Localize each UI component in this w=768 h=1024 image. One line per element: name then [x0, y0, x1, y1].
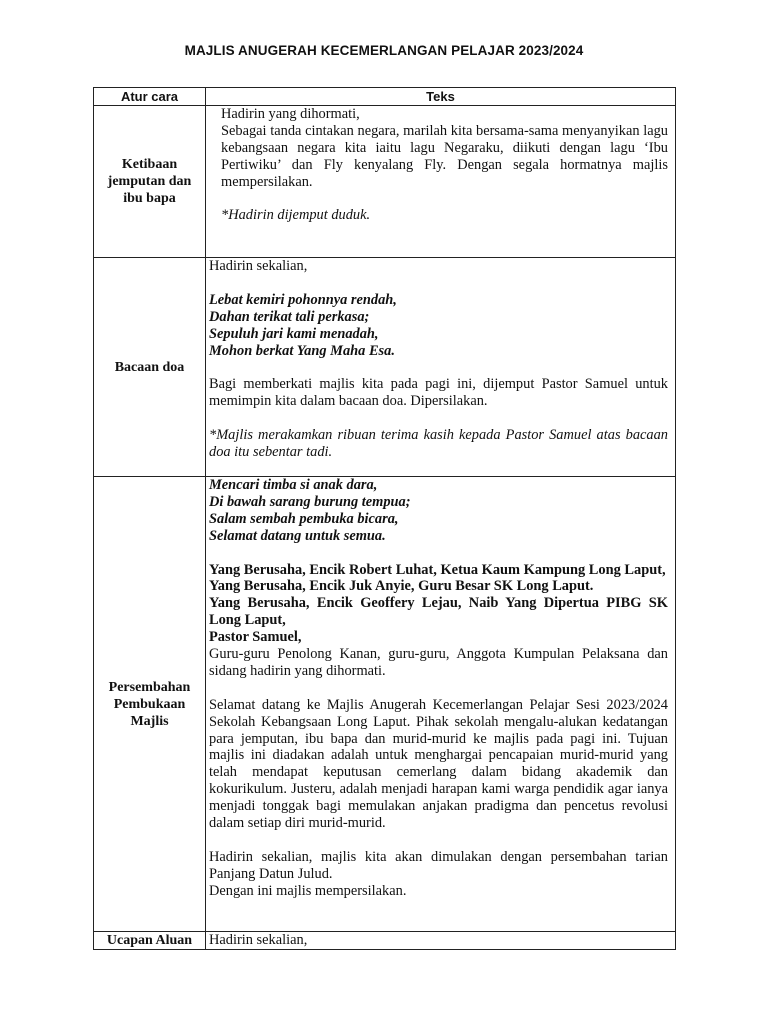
document-title: MAJLIS ANUGERAH KECEMERLANGAN PELAJAR 2023/2024	[184, 43, 584, 58]
header-teks: Teks	[206, 88, 676, 106]
table-row	[94, 258, 676, 477]
programme-table	[93, 87, 676, 950]
header-atur-cara: Atur cara	[94, 88, 206, 106]
pantun-line: Mencari timba si anak dara,	[209, 477, 378, 493]
text-line: Hadirin sekalian,	[209, 932, 308, 948]
text-paragraph: Selamat datang ke Majlis Anugerah Kecemerlangan Pelajar Sesi 2023/2024 Sekolah Kebangsaan Long Laput. Pihak sekolah mengalu-alukan kedatangan para jemputan, ibu bapa dan murid-murid ke majlis pada pagi ini. Tujuan majlis ini diadakan adalah untuk menghargai pencapaian murid-murid yang telah mendapat keputusan cemerlang dalam bidang akademik dan kokurikulum. Justeru, adalah menjadi harapan kami warga pendidik agar ianya menjadi tonggak bagi memulakan anjakan pradigma dan pencetus revolusi dalam setiap diri murid-murid.	[209, 696, 668, 832]
row-label-persembahan: Persembahan Pembukaan Majlis	[94, 477, 206, 932]
table-row	[94, 932, 676, 950]
table-row	[94, 477, 676, 932]
text-line: Hadirin sekalian,	[209, 258, 308, 274]
text-paragraph: Bagi memberkati majlis kita pada pagi ini, dijemput Pastor Samuel untuk memimpin kita dalam bacaan doa. Dipersilakan.	[209, 376, 668, 410]
text-paragraph: Sebagai tanda cintakan negara, marilah kita bersama-sama menyanyikan lagu kebangsaan negara kita iaitu lagu Negaraku, diikuti dengan lagu ‘Ibu Pertiwiku’ dan Fly kenyalang Fly. Dengan segala hormatnya majlis mempersilakan.	[221, 122, 668, 190]
row-label-ucapan-aluan: Ucapan Aluan	[94, 932, 206, 950]
pantun-line: Mohon berkat Yang Maha Esa.	[209, 342, 395, 359]
salutation-line: Pastor Samuel,	[209, 629, 302, 646]
stage-note: *Hadirin dijemput duduk.	[221, 207, 371, 224]
table-row	[94, 106, 676, 258]
pantun-line: Dahan terikat tali perkasa;	[209, 308, 370, 325]
text-line: Hadirin yang dihormati,	[221, 106, 360, 122]
salutation-line: Yang Berusaha, Encik Juk Anyie, Guru Besar SK Long Laput.	[209, 578, 594, 595]
pantun-line: Lebat kemiri pohonnya rendah,	[209, 291, 397, 308]
row-text-bacaan-doa	[206, 258, 676, 477]
salutation-line: Yang Berusaha, Encik Geoffery Lejau, Naib Yang Dipertua PIBG SK Long Laput,	[209, 595, 668, 629]
row-text-ucapan-aluan	[206, 932, 676, 950]
row-label-bacaan-doa: Bacaan doa	[94, 258, 206, 477]
text-line: Dengan ini majlis mempersilakan.	[209, 882, 407, 899]
row-text-persembahan	[206, 477, 676, 932]
text-paragraph: Hadirin sekalian, majlis kita akan dimulakan dengan persembahan tarian Panjang Datun Julud.	[209, 848, 668, 882]
text-paragraph: Guru-guru Penolong Kanan, guru-guru, Anggota Kumpulan Pelaksana dan sidang hadirin yang dihormati.	[209, 646, 668, 679]
salutation-line: Yang Berusaha, Encik Robert Luhat, Ketua Kaum Kampung Long Laput,	[209, 561, 666, 578]
pantun-line: Di bawah sarang burung tempua;	[209, 493, 411, 510]
row-label-ketibaan: Ketibaan jemputan dan ibu bapa	[94, 106, 206, 258]
pantun-line: Salam sembah pembuka bicara,	[209, 510, 399, 527]
stage-note: *Majlis merakamkan ribuan terima kasih kepada Pastor Samuel atas bacaan doa itu sebentar tadi.	[209, 427, 668, 460]
pantun-line: Selamat datang untuk semua.	[209, 527, 386, 544]
pantun-line: Sepuluh jari kami menadah,	[209, 325, 379, 342]
row-text-ketibaan	[206, 106, 676, 258]
table-header-row	[94, 88, 676, 106]
